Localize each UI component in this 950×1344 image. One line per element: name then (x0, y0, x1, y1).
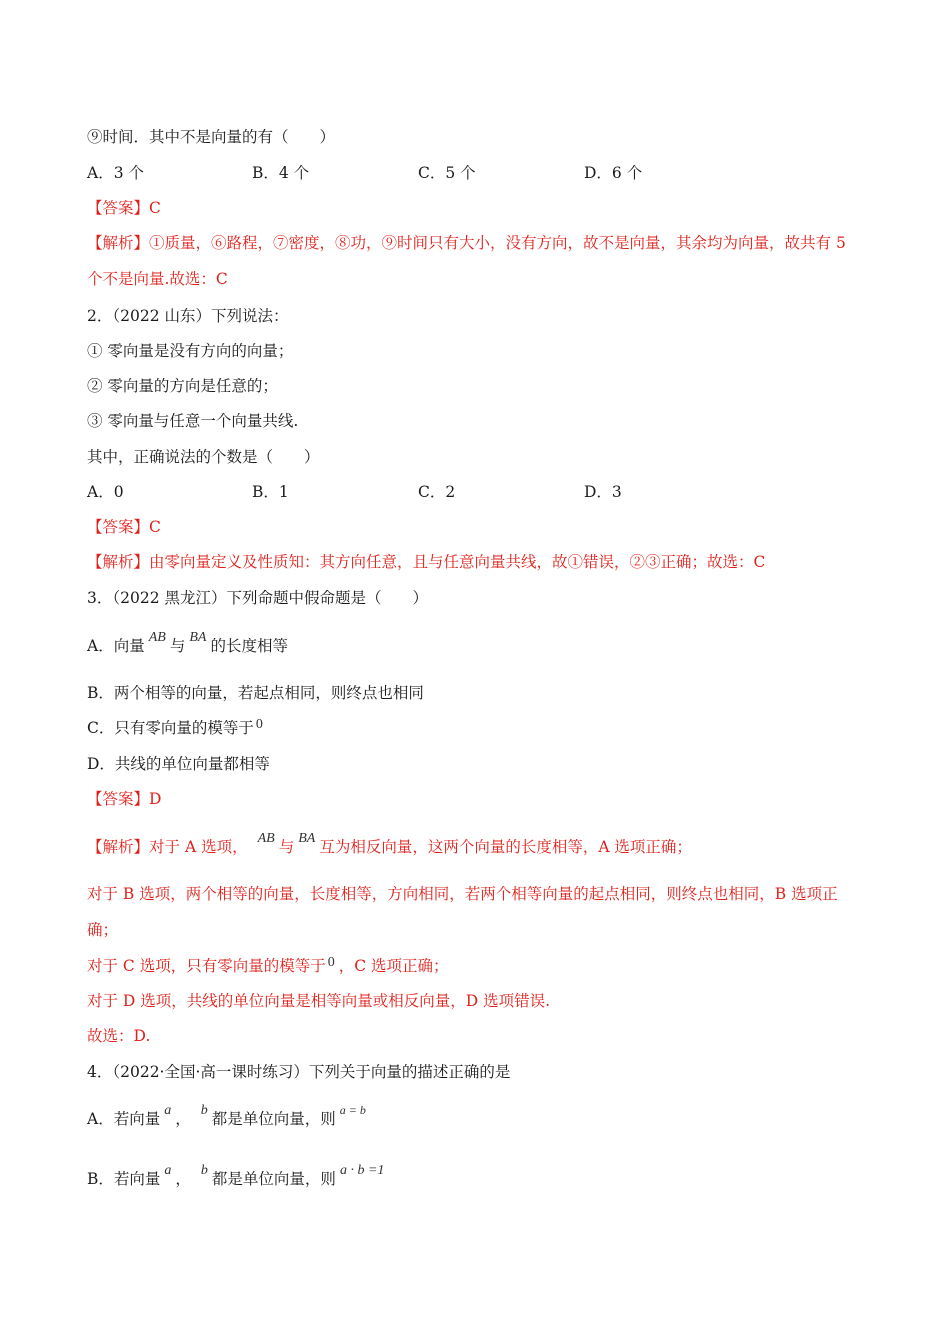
option-text: 都是单位向量，则 (211, 1170, 336, 1188)
analysis-label: 【解析】 (87, 838, 150, 856)
option-text: ， (175, 1110, 191, 1128)
q3-option-c (87, 717, 267, 741)
vector-a: a (164, 1103, 172, 1118)
q3-analysis-2: 对于 B 选项，两个相等的向量，长度相等，方向相同，若两个相等向量的起点相同，则终点也相同，B 选项正确； (87, 885, 838, 939)
vector-ba: BA (298, 831, 316, 846)
q2-stem: 2．（2022 山东）下列说法： (87, 307, 289, 325)
q3-analysis-3 (87, 955, 449, 979)
vector-ba: BA (189, 630, 207, 645)
q2-option-a: A．0 (87, 483, 124, 501)
analysis-text: 互为相反向量，这两个向量的长度相等，A 选项正确； (319, 838, 692, 856)
vector-b: b (200, 1103, 208, 1118)
q3-answer: 【答案】D (87, 790, 162, 808)
vector-a: a (164, 1163, 172, 1178)
q3-option-d: D．共线的单位向量都相等 (87, 755, 270, 773)
analysis-text: 由零向量定义及性质知：其方向任意，且与任意向量共线，故①错误，②③正确；故选：C (149, 553, 766, 571)
q1-option-a: A．3 个 (87, 164, 144, 182)
zero-symbol: 0 (255, 717, 263, 732)
analysis-text: 对于 A 选项， (149, 838, 248, 856)
formula-dot-product: a · b =1 (339, 1163, 385, 1178)
q3-analysis-1 (87, 831, 692, 860)
q3-analysis-5: 故选：D. (87, 1027, 151, 1045)
vector-ab: AB (148, 630, 166, 645)
q2-answer: 【答案】C (87, 518, 161, 536)
q2-option-c: C．2 (418, 483, 456, 501)
formula-a-eq-b: a = b (339, 1103, 366, 1117)
analysis-text: ，C 选项正确； (338, 957, 449, 975)
q1-option-b: B．4 个 (252, 164, 310, 182)
q1-option-d: D．6 个 (584, 164, 643, 182)
q2-item-1: ① 零向量是没有方向的向量； (87, 342, 294, 360)
analysis-text: 对于 C 选项，只有零向量的模等于 (87, 957, 326, 975)
option-text: B．若向量 (87, 1170, 161, 1188)
analysis-label: 【解析】 (87, 553, 150, 571)
option-text: C．只有零向量的模等于 (87, 719, 254, 737)
q3-option-b: B．两个相等的向量，若起点相同，则终点也相同 (87, 684, 424, 702)
option-text: A．若向量 (87, 1110, 161, 1128)
analysis-label: 【解析】 (87, 234, 150, 252)
zero-symbol: 0 (327, 955, 335, 970)
option-text: ， (175, 1170, 191, 1188)
q3-stem: 3．（2022 黑龙江）下列命题中假命题是（ ） (87, 589, 428, 607)
q2-analysis (87, 551, 765, 573)
option-text: 都是单位向量，则 (211, 1110, 336, 1128)
q1-analysis (87, 225, 862, 297)
q2-option-b: B．1 (252, 483, 289, 501)
q2-question: 其中，正确说法的个数是（ ） (87, 448, 320, 466)
option-text: A．向量 (87, 637, 145, 655)
q3-analysis-4: 对于 D 选项，共线的单位向量是相等向量或相反向量，D 选项错误. (87, 992, 551, 1010)
q2-item-2: ② 零向量的方向是任意的； (87, 377, 278, 395)
q4-stem: 4．（2022·全国·高一课时练习）下列关于向量的描述正确的是 (87, 1063, 511, 1081)
option-text: 与 (169, 637, 186, 655)
analysis-text: ①质量，⑥路程，⑦密度，⑧功，⑨时间只有大小，没有方向，故不是向量，其余均为向量，故共有 5 个不是向量.故选：C (87, 234, 846, 288)
q1-answer: 【答案】C (87, 199, 161, 217)
q2-option-d: D．3 (584, 483, 622, 501)
vector-ab: AB (257, 831, 275, 846)
option-text: 的长度相等 (210, 637, 288, 655)
vector-b: b (200, 1163, 208, 1178)
q4-option-a (87, 1103, 370, 1132)
q1-tail: ⑨时间．其中不是向量的有（ ） (87, 128, 336, 146)
q2-item-3: ③ 零向量与任意一个向量共线. (87, 412, 299, 430)
q1-option-c: C．5 个 (418, 164, 476, 182)
q4-option-b (87, 1163, 388, 1192)
q3-option-a (87, 630, 288, 659)
analysis-text: 与 (278, 838, 295, 856)
